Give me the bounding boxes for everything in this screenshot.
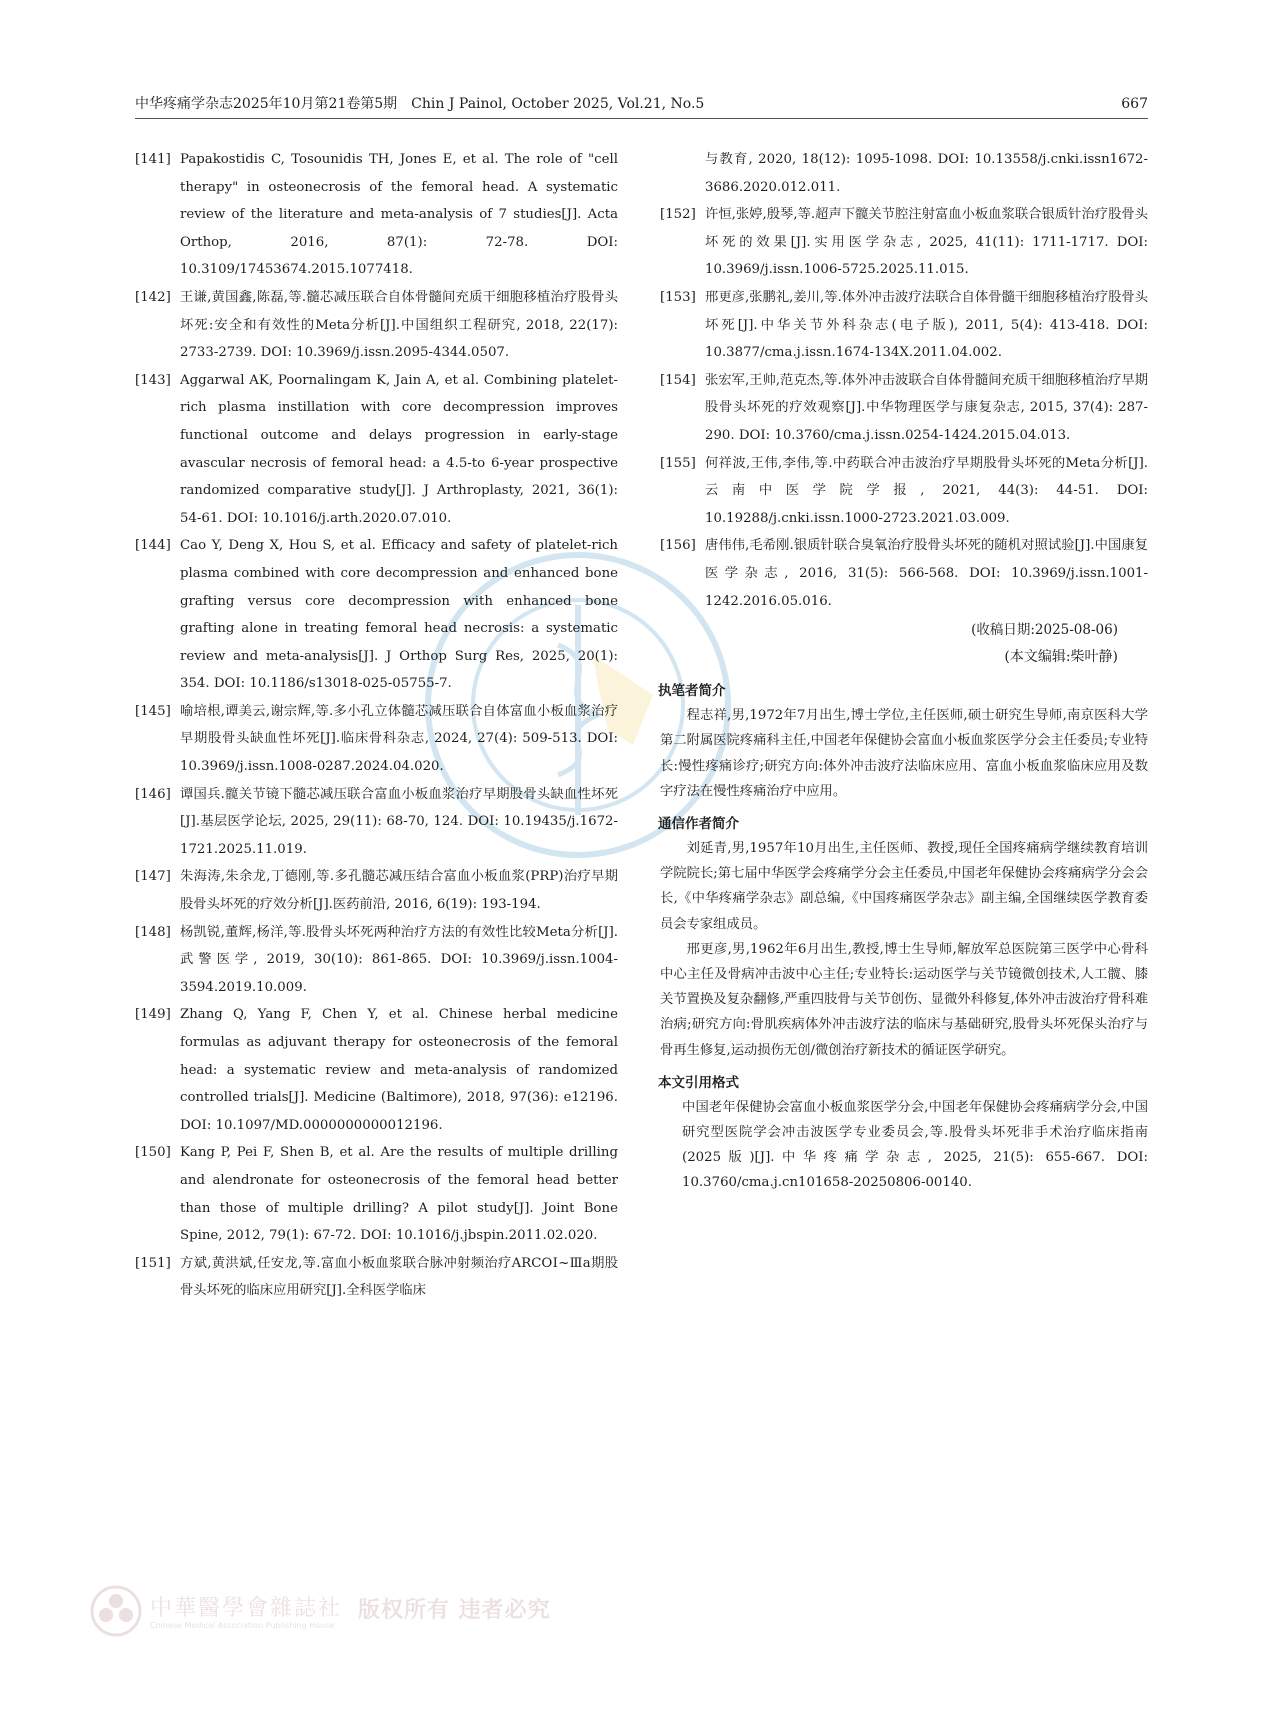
references-left-column — [135, 146, 618, 1305]
publisher-name: 中華醫學會雜誌社 — [150, 1596, 343, 1621]
reference-item: [156] 唐伟伟,毛希刚.银质针联合臭氧治疗股骨头坏死的随机对照试验[J].中国康复医学杂志, 2016, 31(5): 566-568. DOI: 10.3969/j.issn.1001-1242.2016.05.016. — [660, 538, 1148, 609]
publisher-logo-icon — [88, 1583, 144, 1639]
corresponding-author-heading: 通信作者简介 — [658, 815, 739, 832]
reference-item: [155] 何祥波,王伟,李伟,等.中药联合冲击波治疗早期股骨头坏死的Meta分析[J].云南中医学院学报, 2021, 44(3): 44-51. DOI: 10.19288/j.cnki.issn.1000-2723.2021.03.009. — [660, 455, 1148, 526]
reference-item: [146] 谭国兵.髋关节镜下髓芯减压联合富血小板血浆治疗早期股骨头缺血性坏死[J].基层医学论坛, 2025, 29(11): 68-70, 124. DOI: 10.19435/j.1672-1721.2025.11.019. — [135, 786, 618, 857]
reference-item: [141] Papakostidis C, Tosounidis TH, Jones E, et al. The role of "cell therapy" in osteonecrosis of the femoral head. A systematic review of the literature and meta-analysis of 7 studies[J]. Acta Orthop, 2016, 87(1): 72-78. DOI: 10.3109/17453674.2015.1077418. — [135, 152, 618, 278]
journal-running-title: 中华疼痛学杂志2025年10月第21卷第5期 Chin J Painol, October 2025, Vol.21, No.5 — [135, 96, 705, 112]
reference-item: [145] 喻培根,谭美云,谢宗辉,等.多小孔立体髓芯减压联合自体富血小板血浆治疗早期股骨头缺血性坏死[J].临床骨科杂志, 2024, 27(4): 509-513. DOI: 10.3969/j.issn.1008-0287.2024.04.020. — [135, 703, 618, 775]
reference-item: [148] 杨凯锐,董辉,杨洋,等.股骨头坏死两种治疗方法的有效性比较Meta分析[J].武警医学, 2019, 30(10): 861-865. DOI: 10.3969/j.issn.1004-3594.2019.10.009. — [135, 924, 618, 995]
corresponding-author-bio: 刘延青,男,1957年10月出生,主任医师、教授,现任全国疼痛病学继续教育培训学院院长;第七届中华医学会疼痛学分会主任委员,中国老年保健协会疼痛病学分会会长,《中华疼痛学杂志》副总编,《中国疼痛医学杂志》副主编,全国继续医学教育委员会专家组成员。 — [660, 840, 1148, 932]
reference-item: [144] Cao Y, Deng X, Hou S, et al. Efficacy and safety of platelet-rich plasma combined with core decompression and enhanced bone grafting versus core decompression with enhanced bone grafting alone in treating femoral head necrosis: a systematic review and meta-analysis[J]. J Orthop Surg Res, 2025, 20(1): 354. DOI: 10.1186/s13018-025-05755-7. — [135, 538, 618, 692]
reference-item: [143] Aggarwal AK, Poornalingam K, Jain A, et al. Combining platelet-rich plasma instillation with core decompression improves functional outcome and delays progression in early-stage avascular necrosis of femoral head: a 4.5-to 6-year prospective randomized comparative study[J]. J Arthroplasty, 2021, 36(1): 54-61. DOI: 10.1016/j.arth.2020.07.010. — [135, 372, 618, 526]
references-right-column — [660, 146, 1148, 1195]
publisher-footer — [88, 1583, 608, 1643]
corresponding-author-bio: 邢更彦,男,1962年6月出生,教授,博士生导师,解放军总医院第三医学中心骨科中心主任及骨病冲击波中心主任;专业特长:运动医学与关节镜微创技术,人工髋、膝关节置换及复杂翻修,严重四肢骨与关节创伤、显微外科修复,体外冲击波治疗骨科难治病;研究方向:骨肌疾病体外冲击波疗法的临床与基础研究,股骨头坏死保头治疗与骨再生修复,运动损伤无创/微创治疗新技术的循证医学研究。 — [660, 941, 1148, 1058]
citation-heading: 本文引用格式 — [658, 1074, 739, 1091]
publisher-name-en: Chinese Medical Association Publishing House — [150, 1621, 335, 1630]
reference-item: [142] 王谦,黄国鑫,陈磊,等.髓芯减压联合自体骨髓间充质干细胞移植治疗股骨头坏死:安全和有效性的Meta分析[J].中国组织工程研究, 2018, 22(17): 2733-2739. DOI: 10.3969/j.issn.2095-4344.0507. — [135, 289, 618, 361]
reference-item: [149] Zhang Q, Yang F, Chen Y, et al. Chinese herbal medicine formulas as adjuvant therapy for osteonecrosis of the femoral head: a systematic review and meta-analysis of randomized controlled trials[J]. Medicine (Baltimore), 2018, 97(36): e12196. DOI: 10.1097/MD.0000000000012196. — [135, 1007, 618, 1133]
reference-item: [152] 许恒,张婷,殷琴,等.超声下髋关节腔注射富血小板血浆联合银质针治疗股骨头坏死的效果[J].实用医学杂志, 2025, 41(11): 1711-1717. DOI: 10.3969/j.issn.1006-5725.2025.11.015. — [660, 207, 1148, 278]
reference-item: [151] 方斌,黄洪斌,任安龙,等.富血小板血浆联合脉冲射频治疗ARCOⅠ~Ⅲa期股骨头坏死的临床应用研究[J].全科医学临床 — [135, 1255, 618, 1299]
editor-note: (本文编辑:柴叶静) — [1004, 649, 1118, 666]
first-author-heading: 执笔者简介 — [658, 683, 726, 700]
reference-item: [150] Kang P, Pei F, Shen B, et al. Are the results of multiple drilling and alendronate for osteonecrosis of the femoral head better than those of multiple drilling? A pilot study[J]. Joint Bone Spine, 2012, 79(1): 67-72. DOI: 10.1016/j.jbspin.2011.02.020. — [135, 1145, 618, 1244]
reference-item: [147] 朱海涛,朱余龙,丁德刚,等.多孔髓芯减压结合富血小板血浆(PRP)治疗早期股骨头坏死的疗效分析[J].医药前沿, 2016, 6(19): 193-194. — [135, 869, 618, 913]
copyright-notice: 版权所有 违者必究 — [358, 1598, 551, 1623]
page-number: 667 — [1121, 96, 1148, 112]
citation-text: 中国老年保健协会富血小板血浆医学分会,中国老年保健协会疼痛病学分会,中国研究型医院学会冲击波医学专业委员会,等.股骨头坏死非手术治疗临床指南(2025版)[J].中华疼痛学杂志, 2025, 21(5): 655-667. DOI: 10.3760/cma.j.cn101658-20250806-00140. — [682, 1099, 1148, 1190]
first-author-bio: 程志祥,男,1972年7月出生,博士学位,主任医师,硕士研究生导师,南京医科大学第二附属医院疼痛科主任,中国老年保健协会富血小板血浆医学分会主任委员;专业特长:慢性疼痛诊疗;研究方向:体外冲击波疗法临床应用、富血小板血浆临床应用及数字疗法在慢性疼痛治疗中应用。 — [660, 708, 1148, 799]
page-header — [135, 94, 1148, 119]
received-date: (收稿日期:2025-08-06) — [971, 622, 1118, 639]
reference-item: [153] 邢更彦,张鹏礼,姜川,等.体外冲击波疗法联合自体骨髓干细胞移植治疗股骨头坏死[J].中华关节外科杂志(电子版), 2011, 5(4): 413-418. DOI: 10.3877/cma.j.issn.1674-134X.2011.04.002. — [660, 289, 1148, 361]
reference-item: [154] 张宏军,王帅,范克杰,等.体外冲击波联合自体骨髓间充质干细胞移植治疗早期股骨头坏死的疗效观察[J].中华物理医学与康复杂志, 2015, 37(4): 287-290. DOI: 10.3760/cma.j.issn.0254-1424.2015.04.013. — [660, 372, 1148, 443]
reference-continuation: 与教育, 2020, 18(12): 1095-1098. DOI: 10.13558/j.cnki.issn1672-3686.2020.012.011. — [705, 152, 1148, 195]
